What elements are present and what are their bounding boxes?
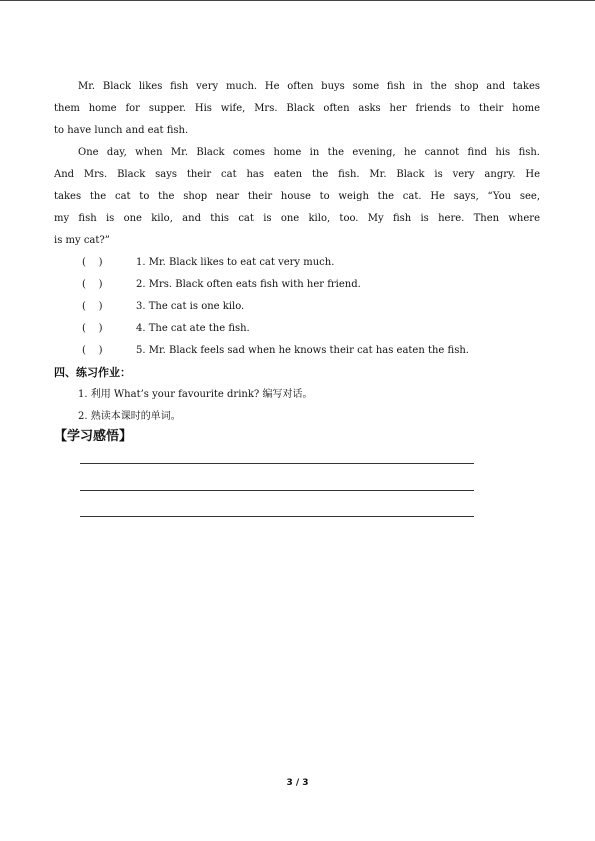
answer-blank[interactable]: ( ) xyxy=(82,323,103,334)
question-3 xyxy=(82,296,244,318)
question-1 xyxy=(82,252,334,274)
homework-item-1: 1. 利用 What’s your favourite drink? 编写对话。 xyxy=(78,389,313,400)
homework-heading: 四、练习作业： xyxy=(54,366,131,379)
passage-line: And Mrs. Black says their cat has eaten the fish. Mr. Black is very angry. He xyxy=(54,169,540,180)
passage-line: them home for supper. His wife, Mrs. Black often asks her friends to their home xyxy=(54,103,540,114)
header-rule xyxy=(0,0,595,1)
question-text: 5. Mr. Black feels sad when he knows their cat has eaten the fish. xyxy=(136,345,469,356)
reflection-writing-line[interactable] xyxy=(80,516,474,517)
question-text: 2. Mrs. Black often eats fish with her friend. xyxy=(136,279,361,290)
question-text: 1. Mr. Black likes to eat cat very much. xyxy=(136,257,335,268)
passage-line: takes the cat to the shop near their house to weigh the cat. He says, “You see, xyxy=(54,191,540,202)
answer-blank[interactable]: ( ) xyxy=(82,301,103,312)
reflection-writing-line[interactable] xyxy=(80,463,474,464)
answer-blank[interactable]: ( ) xyxy=(82,345,103,356)
passage-paragraph-2 xyxy=(54,142,540,252)
question-4 xyxy=(82,318,250,340)
passage-line: Mr. Black likes fish very much. He often buys some fish in the shop and takes xyxy=(78,81,540,92)
answer-blank[interactable]: ( ) xyxy=(82,257,103,268)
passage-line: is my cat?” xyxy=(54,235,110,246)
passage-line: to have lunch and eat fish. xyxy=(54,125,189,136)
passage-line: my fish is one kilo, and this cat is one kilo, too. My fish is here. Then where xyxy=(54,213,540,224)
question-text: 3. The cat is one kilo. xyxy=(136,301,245,312)
answer-blank[interactable]: ( ) xyxy=(82,279,103,290)
passage-paragraph-1 xyxy=(54,76,540,142)
question-2 xyxy=(82,274,361,296)
page-number: 3 / 3 xyxy=(286,778,309,788)
question-text: 4. The cat ate the fish. xyxy=(136,323,250,334)
question-5 xyxy=(82,340,469,362)
reflection-title: 【学习感悟】 xyxy=(54,429,133,444)
homework-item-2: 2. 熟读本课时的单词。 xyxy=(78,411,181,422)
passage-line: One day, when Mr. Black comes home in the evening, he cannot find his fish. xyxy=(78,147,540,158)
reflection-writing-line[interactable] xyxy=(80,490,474,491)
